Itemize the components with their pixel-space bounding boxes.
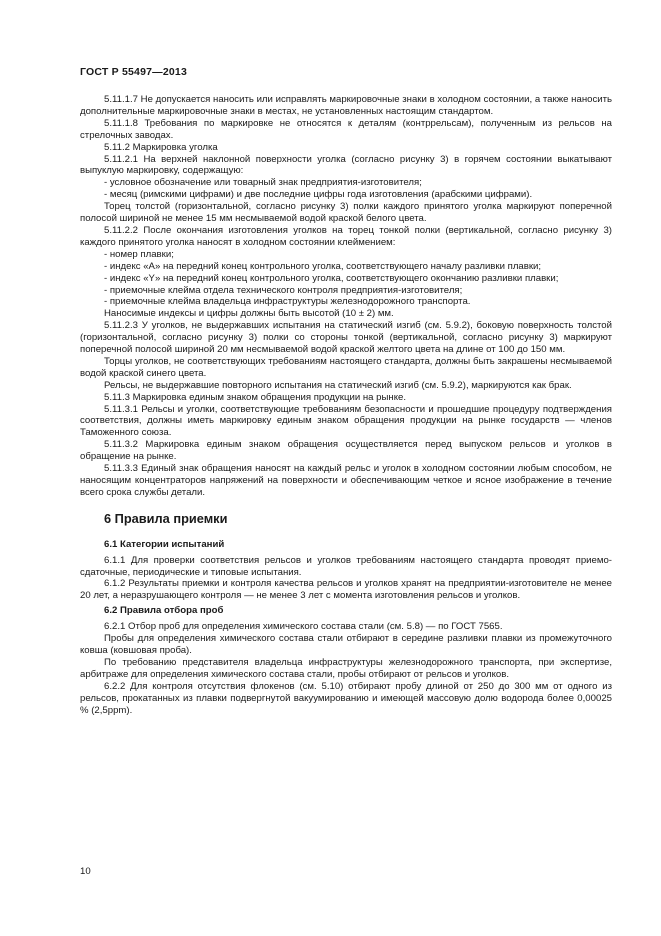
page-number: 10 [80,866,91,877]
list-item: - номер плавки; [104,248,174,260]
paragraph: 5.11.3 Маркировка единым знаком обращения продукции на рынке. [104,391,407,403]
paragraph: Рельсы, не выдержавшие повторного испытания на статический изгиб (см. 5.9.2), маркируются как брак. [104,379,572,391]
list-item: - приемочные клейма отдела технического контроля предприятия-изготовителя; [104,284,463,296]
document-body [80,94,612,716]
paragraph: 6.2.2 Для контроля отсутствия флокенов (см. 5.10) отбирают пробу длиной от 250 до 300 мм от одного из рельсов, прокатанных из плавки подвергнутой вакуумированию и имеющей массовую долю водорода более 0,00025 % (2,5ppm). [80,680,612,716]
document-header: ГОСТ Р 55497—2013 [80,66,188,78]
list-item: - индекс «Y» на передний конец контрольного уголка, соответствующего окончанию разливки плавки; [104,272,559,284]
paragraph: 6.2.1 Отбор проб для определения химического состава стали (см. 5.8) — по ГОСТ 7565. [104,621,503,633]
paragraph: 5.11.3.1 Рельсы и уголки, соответствующие требованиям безопасности и прошедшие процедуру подтверждения соответствия, должны иметь маркировку единым знаком обращения продукции на рынке государств — членов Таможенного союза. [80,403,612,439]
subsection-heading: 6.2 Правила отбора проб [104,605,224,617]
list-item: - приемочные клейма владельца инфраструктуры железнодорожного транспорта. [104,296,471,308]
paragraph: 6.1.2 Результаты приемки и контроля качества рельсов и уголков хранят на предприятии-изготовителе не менее 20 лет, а неразрушающего контроля — не менее 3 лет с момента изготовления рельсов и уголков. [80,578,612,602]
paragraph: Торцы уголков, не соответствующих требованиям настоящего стандарта, должны быть закрашены несмываемой водой краской синего цвета. [80,355,612,379]
paragraph: 5.11.3.2 Маркировка единым знаком обращения осуществляется перед выпуском рельсов и уголков в обращение на рынке. [80,439,612,463]
subsection-heading: 6.1 Категории испытаний [104,538,225,550]
list-item: - индекс «А» на передний конец контрольного уголка, соответствующего началу разливки плавки; [104,260,542,272]
paragraph: Наносимые индексы и цифры должны быть высотой (10 ± 2) мм. [104,308,394,320]
list-item: - условное обозначение или товарный знак предприятия-изготовителя; [104,177,422,189]
paragraph: 6.1.1 Для проверки соответствия рельсов и уголков требованиям настоящего стандарта проводят приемо-сдаточные, периодические и типовые испытания. [80,554,612,578]
paragraph: По требованию представителя владельца инфраструктуры железнодорожного транспорта, при экспертизе, арбитраже для определения химического состава стали, пробы отбирают от рельсов и уголков. [80,656,612,680]
paragraph: Пробы для определения химического состава стали отбирают в середине разливки плавки из промежуточного ковша (ковшовая проба). [80,633,612,656]
paragraph: 5.11.2 Маркировка уголка [104,141,218,153]
paragraph: 5.11.1.7 Не допускается наносить или исправлять маркировочные знаки в холодном состоянии, а также наносить дополнительные маркировочные знаки в местах, не установленных настоящим стандартом. [80,94,612,117]
list-item: - месяц (римскими цифрами) и две последние цифры года изготовления (арабскими цифрами). [104,189,533,201]
paragraph: 5.11.2.1 На верхней наклонной поверхности уголка (согласно рисунку 3) в горячем состоянии выкатывают выпуклую маркировку, содержащую: [80,153,612,177]
paragraph: 5.11.2.2 После окончания изготовления уголков на торец тонкой полки (вертикальной, согласно рисунку 3) каждого принятого уголка наносят в холодном состоянии клеймением: [80,224,612,248]
paragraph: Торец толстой (горизонтальной, согласно рисунку 3) полки каждого принятого уголка маркируют поперечной полосой шириной не менее 15 мм несмываемой водой краской белого цвета. [80,201,612,225]
paragraph: 5.11.2.3 У уголков, не выдержавших испытания на статический изгиб (см. 5.9.2), боковую поверхность толстой (горизонтальной, согласно рисунку 3) полки со стороны тонкой (вертикальной, согласно рисунку 3) маркируют поперечной полосой шириной 20 мм несмываемой водой краской желтого цвета на длине от 100 до 150 мм. [80,320,612,356]
paragraph: 5.11.3.3 Единый знак обращения наносят на каждый рельс и уголок в холодном состоянии любым способом, не наносящим концентраторов напряжений на поверхности и обеспечивающим четкое и ясное изображение в течение всего срока службы детали. [80,463,612,498]
paragraph: 5.11.1.8 Требования по маркировке не относятся к деталям (контррельсам), полученным из рельсов на стрелочных заводах. [80,117,612,141]
section-heading: 6 Правила приемки [104,510,228,526]
